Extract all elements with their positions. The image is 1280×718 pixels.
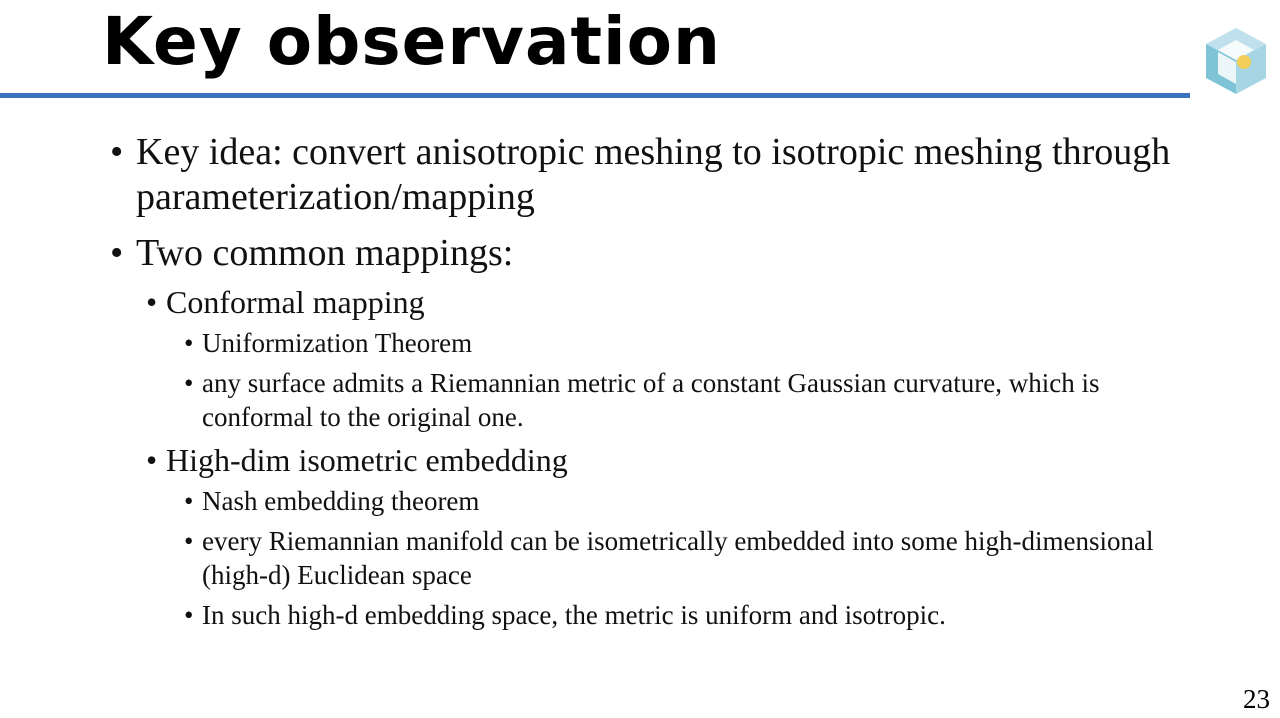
bullet-text: Key idea: convert anisotropic meshing to isotropic meshing through parameterization/mapping (136, 131, 1171, 218)
bullet-every-manifold (184, 524, 1214, 592)
bullet-dot: • (184, 328, 194, 358)
bullet-dot: • (184, 600, 194, 630)
bullet-text: In such high-d embedding space, the metric is uniform and isotropic. (202, 600, 946, 630)
bullet-highdim (146, 441, 1206, 479)
bullet-nash (184, 484, 1214, 518)
bullet-text: every Riemannian manifold can be isometrically embedded into some high-dimensional (high-d) Euclidean space (202, 526, 1154, 590)
bullet-any-surface (184, 366, 1214, 434)
bullet-key-idea (110, 130, 1200, 220)
bullet-uniform (184, 598, 1214, 632)
bullet-conformal (146, 283, 1206, 321)
bullet-dot: • (110, 232, 124, 274)
slide-title: Key observation (102, 3, 721, 80)
bullet-text: Conformal mapping (166, 284, 425, 320)
bullet-dot: • (184, 486, 194, 516)
bullet-text: Uniformization Theorem (202, 328, 473, 358)
bullet-text: High-dim isometric embedding (166, 442, 568, 478)
bullet-dot: • (110, 131, 124, 173)
bullet-dot: • (146, 284, 158, 320)
bullet-uniformization (184, 326, 1214, 360)
page-number: 23 (1243, 684, 1270, 714)
bullet-text: Two common mappings: (136, 232, 514, 274)
bullet-dot: • (184, 526, 194, 556)
bullet-text: any surface admits a Riemannian metric of a constant Gaussian curvature, which is conformal to the original one. (202, 368, 1100, 432)
bullet-dot: • (184, 368, 194, 398)
bullet-two-mappings (110, 231, 1200, 276)
bullet-text: Nash embedding theorem (202, 486, 480, 516)
bullet-dot: • (146, 442, 158, 478)
